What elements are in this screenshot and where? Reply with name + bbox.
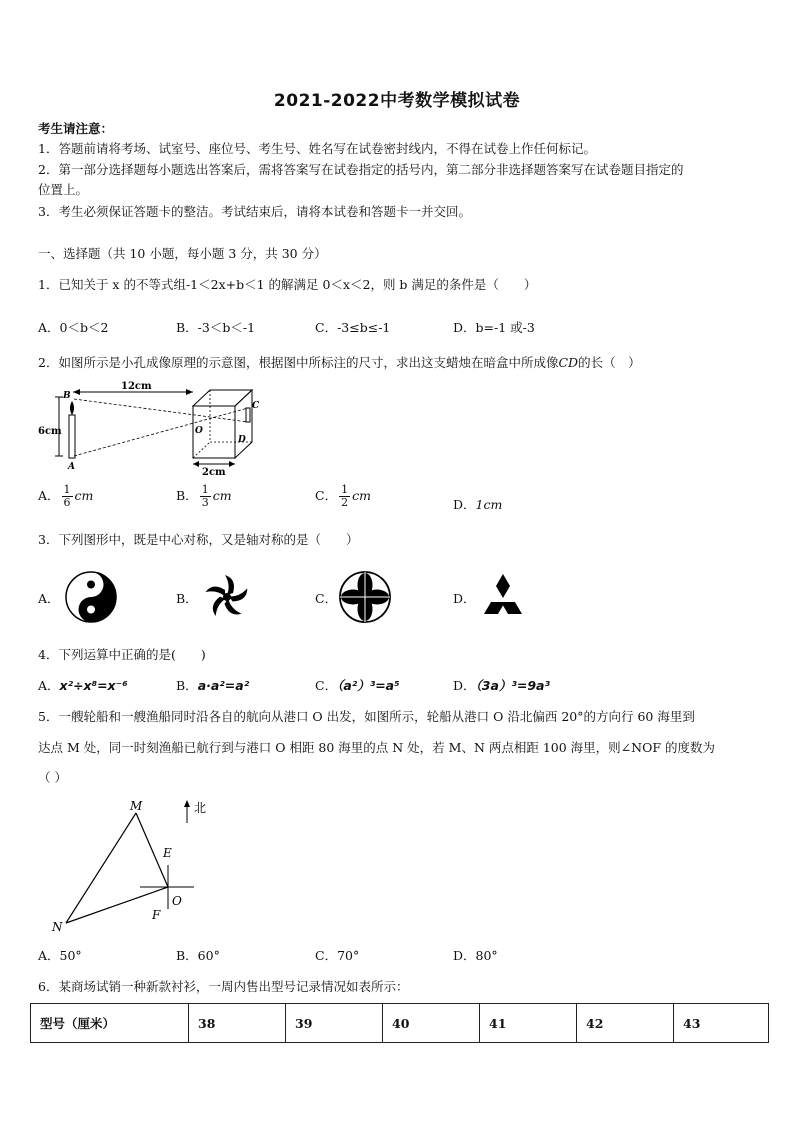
label-b: B <box>63 391 71 401</box>
q2-cd-symbol: CD <box>558 355 579 370</box>
q2-option-a-unit: cm <box>74 488 94 503</box>
label-f: F <box>152 908 161 922</box>
notice-item: 位置上。 <box>38 182 89 197</box>
q4-option-b-letter: B． <box>176 678 198 693</box>
table-row <box>31 1004 769 1043</box>
q4-option-b-expr: a·a²=a² <box>197 678 250 693</box>
candle-flame <box>70 401 74 415</box>
q4-option-d-expr: （3a）³=9a³ <box>475 678 550 693</box>
label-c: C <box>252 401 260 411</box>
section-heading: 一、选择题（共 10 小题，每小题 3 分，共 30 分） <box>38 246 327 261</box>
label-n: N <box>52 920 63 934</box>
label-bottom-length: 2cm <box>202 467 226 478</box>
q5-option-b: B．60° <box>176 948 220 963</box>
nautical-figure <box>44 797 224 937</box>
notice-heading: 考生请注意： <box>38 121 114 136</box>
four-petal-circle-icon <box>338 570 392 624</box>
question-5-line: 达点 M 处，同一时刻渔船已航行到与港口 O 相距 80 海里的点 N 处，若 M、N 两点相距 100 海里，则∠NOF 的度数为 <box>38 740 715 755</box>
q2-option-d-letter: D． <box>453 497 476 512</box>
table-cell: 41 <box>480 1004 577 1043</box>
q4-option-d-letter: D． <box>453 678 476 693</box>
pinwheel-flower-icon <box>200 570 254 624</box>
q3-option-c-letter: C． <box>315 591 338 606</box>
q3-option-b-letter: B． <box>176 591 198 606</box>
candle-body <box>69 415 75 458</box>
question-3-stem: 3．下列图形中，既是中心对称，又是轴对称的是（ ） <box>38 532 359 547</box>
q2-stem-text: 2．如图所示是小孔成像原理的示意图，根据图中所标注的尺寸，求出这支蜡烛在暗盒中所成像 <box>38 355 559 370</box>
q4-option-c <box>315 676 400 694</box>
question-5-line: 5．一艘轮船和一艘渔船同时沿各自的航向从港口 O 出发，如图所示，轮船从港口 O 沿北偏西 20°的方向行 60 海里到 <box>38 709 695 724</box>
question-5-line: （ ） <box>38 770 67 785</box>
q5-option-d: D．80° <box>453 948 498 963</box>
label-height: 6cm <box>38 426 62 437</box>
q2-option-a <box>38 484 93 509</box>
q4-option-a-expr: x²÷x⁸=x⁻⁶ <box>59 678 128 693</box>
table-cell: 43 <box>674 1004 769 1043</box>
q2-option-a-den: 6 <box>63 496 71 509</box>
yin-yang-icon <box>64 570 118 624</box>
question-4-stem: 4．下列运算中正确的是( ) <box>38 647 206 662</box>
label-o: O <box>172 894 182 908</box>
q2-option-b <box>176 484 232 509</box>
label-e: E <box>163 846 172 860</box>
table-cell: 38 <box>189 1004 286 1043</box>
label-top-length: 12cm <box>121 381 152 392</box>
q2-option-a-letter: A． <box>38 488 60 503</box>
q4-option-a <box>38 676 128 694</box>
q2-option-b-letter: B． <box>176 488 198 503</box>
label-a: A <box>68 462 75 472</box>
q2-option-b-den: 3 <box>201 496 209 509</box>
table-cell: 型号（厘米） <box>31 1004 189 1043</box>
size-table <box>30 1003 769 1043</box>
q3-option-a-letter: A． <box>38 591 60 606</box>
three-diamonds-icon <box>476 572 530 620</box>
label-o: O <box>195 426 203 436</box>
table-cell: 40 <box>383 1004 480 1043</box>
notice-item: 1．答题前请将考场、试室号、座位号、考生号、姓名写在试卷密封线内，不得在试卷上作任何标记。 <box>38 141 596 156</box>
q1-option-d: D．b=-1 或-3 <box>453 320 535 335</box>
page-title: 2021-2022中考数学模拟试卷 <box>273 91 521 111</box>
q2-option-d-value: 1cm <box>475 497 503 512</box>
q2-option-b-num: 1 <box>201 483 209 496</box>
q2-option-c-letter: C． <box>315 488 338 503</box>
q4-option-c-expr: （a²）³=a⁵ <box>337 678 400 693</box>
q5-option-c: C．70° <box>315 948 360 963</box>
q3-option-d-letter: D． <box>453 591 476 606</box>
q2-option-a-num: 1 <box>63 483 71 496</box>
q2-stem-tail: 的长（ ） <box>578 355 641 370</box>
q2-option-c-num: 1 <box>341 483 349 496</box>
q2-option-c-unit: cm <box>352 488 371 503</box>
q4-option-b <box>176 676 249 694</box>
q1-option-a: A．0＜b＜2 <box>38 320 109 335</box>
label-d: D <box>238 435 246 445</box>
question-1-stem: 1．已知关于 x 的不等式组-1＜2x+b＜1 的解满足 0＜x＜2，则 b 满足的条件是（ ） <box>38 277 537 292</box>
q1-option-c: C．-3≤b≤-1 <box>315 320 391 335</box>
q2-option-b-unit: cm <box>212 488 232 503</box>
q4-option-c-letter: C． <box>315 678 338 693</box>
notice-item: 3．考生必须保证答题卡的整洁。考试结束后，请将本试卷和答题卡一并交回。 <box>38 204 471 219</box>
q5-option-a: A．50° <box>38 948 82 963</box>
question-2-stem <box>38 353 641 373</box>
q2-option-c <box>315 484 371 509</box>
q1-option-b: B．-3＜b＜-1 <box>176 320 256 335</box>
table-cell: 39 <box>286 1004 383 1043</box>
table-cell: 42 <box>577 1004 674 1043</box>
label-m: M <box>130 799 143 813</box>
q2-option-d <box>453 495 502 513</box>
question-6-stem: 6．某商场试销一种新款衬衫，一周内售出型号记录情况如表所示： <box>38 979 409 994</box>
pinhole-figure <box>38 378 278 478</box>
q4-option-d <box>453 676 550 694</box>
q2-option-c-den: 2 <box>341 496 349 509</box>
notice-item: 2．第一部分选择题每小题选出答案后，需将答案写在试卷指定的括号内，第二部分非选择题答案写在试卷题目指定的 <box>38 162 684 177</box>
q4-option-a-letter: A． <box>38 678 60 693</box>
north-label: 北 <box>194 801 207 815</box>
